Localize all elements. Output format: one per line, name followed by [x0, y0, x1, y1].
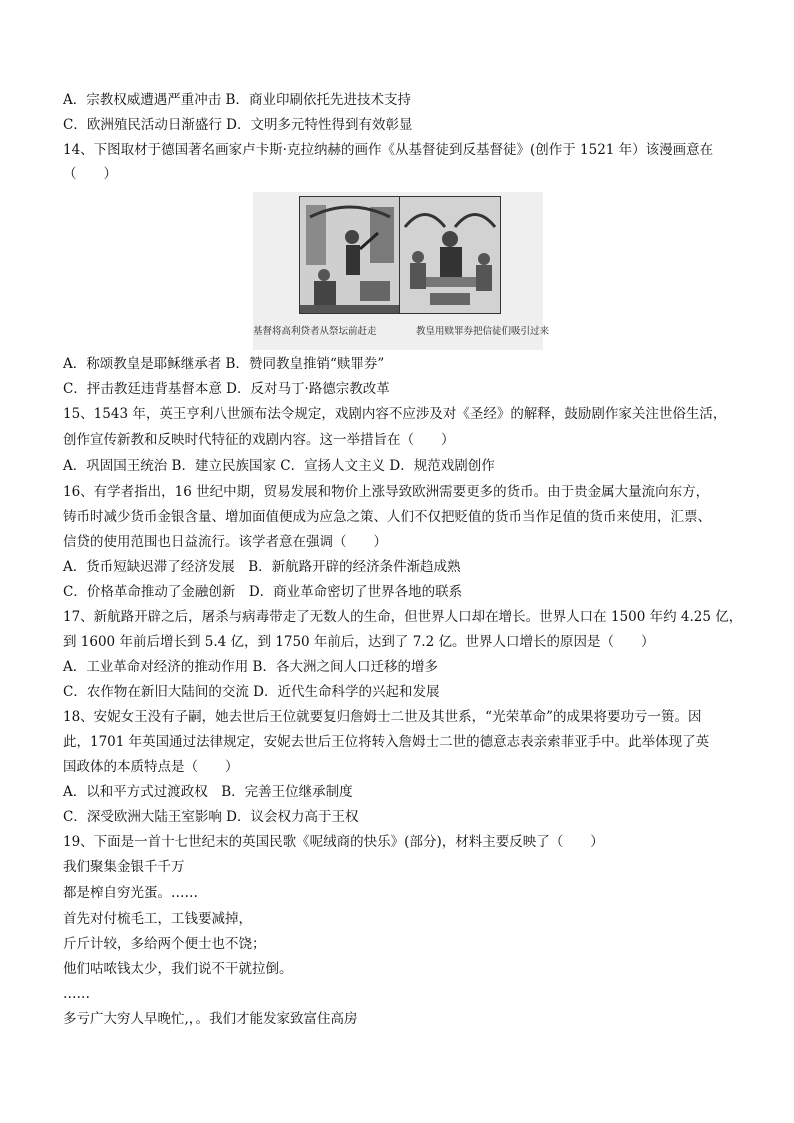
poem-line: 斤斤计较，多给两个便士也不饶；: [63, 936, 266, 952]
option-line: C．深受欧洲大陆王室影响 D．议会权力高于王权: [63, 809, 359, 825]
question-16-text: 铸币时减少货币金银含量、增加面值便成为应急之策、人们不仅把贬值的货币当作足值的货币来使用，汇票、: [63, 509, 711, 525]
question-18-text: 18、安妮女王没有子嗣，她去世后王位就要复归詹姆士二世及其世系，“光荣革命”的成果将要功亏一篑。因: [63, 709, 702, 725]
option-line: C．抨击教廷违背基督本意 D．反对马丁·路德宗教改革: [63, 381, 390, 397]
option-line: A．巩固国王统治 B．建立民族国家 C．宣扬人文主义 D．规范戏剧创作: [63, 458, 495, 474]
poem-line: 都是榨自穷光蛋。……: [63, 885, 198, 901]
option-line: C．欧洲殖民活动日渐盛行 D．文明多元特性得到有效彰显: [63, 117, 413, 133]
figure-panel-right: [399, 196, 501, 314]
question-19-text: 19、下面是一首十七世纪末的英国民歌《呢绒商的快乐》(部分)，材料主要反映了（ ）: [63, 834, 604, 850]
figure-caption-left: 基督将高利贷者从祭坛前赶走: [253, 326, 377, 337]
question-15-text: 创作宣传新教和反映时代特征的戏剧内容。这一举措旨在（ ）: [63, 432, 455, 448]
poem-line: 他们咕哝钱太少，我们说不干就拉倒。: [63, 961, 293, 977]
question-17-text: 到 1600 年前后增长到 5.4 亿，到 1750 年前后，达到了 7.2 亿。世界人口增长的原因是（ ）: [63, 634, 655, 650]
poem-line: 首先对付梳毛工，工钱要减掉，: [63, 911, 252, 927]
question-14-text: 14、下图取材于德国著名画家卢卡斯·克拉纳赫的画作《从基督徒到反基督徒》(创作于 1521 年）该漫画意在: [63, 142, 714, 158]
poem-line: 我们聚集金银千千万: [63, 859, 185, 875]
figure-caption-right: 教皇用赎罪券把信徒们吸引过来: [416, 326, 550, 337]
option-line: A．货币短缺迟滞了经济发展 B．新航路开辟的经济条件渐趋成熟: [63, 559, 461, 575]
poem-line: 多亏广大穷人早晚忙,，。我们才能发家致富住高房: [63, 1011, 358, 1027]
question-16-text: 16、有学者指出，16 世纪中期，贸易发展和物价上涨导致欧洲需要更多的货币。由于贵金属大量流向东方，: [63, 484, 710, 500]
option-line: A．宗教权威遭遇严重冲击 B．商业印刷依托先进技术支持: [63, 92, 411, 108]
question-18-text: 国政体的本质特点是（ ）: [63, 759, 239, 775]
option-line: C．农作物在新旧大陆间的交流 D．近代生命科学的兴起和发展: [63, 684, 440, 700]
poem-ellipsis: ……: [63, 986, 90, 1002]
figure-panel-left: [299, 196, 401, 314]
option-line: A．以和平方式过渡政权 B．完善王位继承制度: [63, 784, 353, 800]
option-line: C．价格革命推动了金融创新 D．商业革命密切了世界各地的联系: [63, 584, 463, 600]
option-line: A．工业革命对经济的推动作用 B．各大洲之间人口迁移的增多: [63, 659, 438, 675]
woodcut-illustration-left: [300, 197, 400, 313]
option-line: A．称颂教皇是耶稣继承者 B．赞同教皇推销“赎罪券”: [63, 356, 385, 372]
woodcut-illustration-right: [400, 197, 500, 313]
woodcut-figure: [253, 192, 550, 350]
answer-bracket: （ ）: [63, 166, 117, 182]
question-15-text: 15、1543 年，英王亨利八世颁布法令规定，戏剧内容不应涉及对《圣经》的解释，鼓励剧作家关注世俗生活，: [63, 406, 727, 422]
question-18-text: 此，1701 年英国通过法律规定，安妮去世后王位将转入詹姆士二世的德意志表亲索菲亚手中。此举体现了英: [63, 734, 710, 750]
question-16-text: 信贷的使用范围也日益流行。该学者意在强调（ ）: [63, 534, 387, 550]
question-17-text: 17、新航路开辟之后，屠杀与病毒带走了无数人的生命，但世界人口却在增长。世界人口在 1500 年约 4.25 亿，: [63, 609, 743, 625]
